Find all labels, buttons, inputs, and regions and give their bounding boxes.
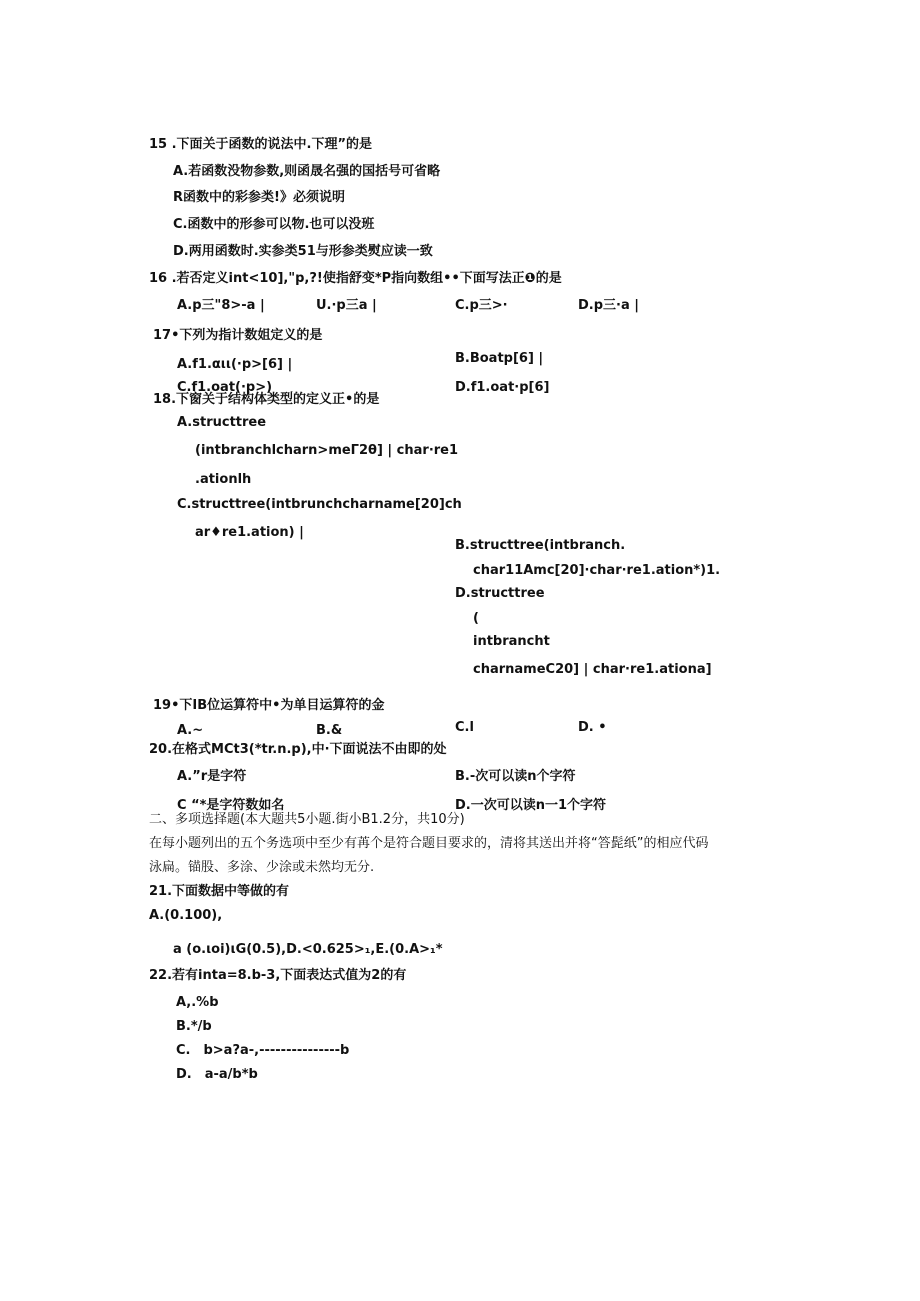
q18-option-b-line1: B.structtree(intbranch. — [455, 538, 626, 553]
q17-stem: 17•下列为指计数姐定义的是 — [153, 328, 323, 343]
q20-option-b: B.-次可以读n个字符 — [455, 769, 576, 784]
q19-option-b: B.& — [316, 723, 343, 738]
q18-option-c-line2: ar♦re1.ation) | — [195, 525, 304, 540]
q22-option-d: D. a-a/b*b — [176, 1067, 258, 1082]
section2-instruction-1: 在每小题列出的五个务选项中至少有苒个是符合题目要求的，清将其送出并将“答髭纸”的相应代码 — [149, 836, 709, 851]
q15-option-c: C.函数中的形参可以物.也可以没班 — [173, 217, 375, 232]
q15-stem: 15 .下面关于函数的说法中.下理”的是 — [149, 137, 373, 152]
q19-option-d: D. • — [578, 720, 607, 735]
q18-option-d-line4: charnameC20] | char·re1.ationa] — [473, 662, 712, 677]
q18-stem: 18.下窗关于结构体类型的定义正•的是 — [153, 392, 380, 407]
q22-option-b: B.*/b — [176, 1019, 212, 1034]
q17-option-c: C.f1.oat(·p>) — [177, 380, 273, 395]
q17-option-d: D.f1.oat·p[6] — [455, 380, 550, 395]
q18-option-d-line2: ( — [473, 611, 479, 626]
q17-option-b: B.Boatp[6] | — [455, 351, 544, 366]
section2-heading: 二、多项选择题(本大题共5小题.街小B1.2分，共10分) — [149, 812, 465, 827]
q20-option-c: C “*是字符数如名 — [177, 798, 285, 813]
q22-stem: 22.若有inta=8.b-3,下面表达式值为2的有 — [149, 968, 407, 983]
q20-option-d-cut — [455, 798, 655, 813]
q17-option-c-cut — [177, 380, 377, 395]
q18-option-d-line3: intbrancht — [473, 634, 550, 649]
q17-option-a: A.f1.αιι(·p>[6] | — [177, 357, 293, 372]
q15-option-b: R函数中的彩参类!》必须说明 — [173, 190, 345, 205]
q16-option-a: A.p三"8>-a | — [177, 298, 265, 313]
q19-stem: 19•下IB位运算符中•为单目运算符的金 — [153, 698, 385, 713]
q20-stem: 20.在格式MCt3(*tr.n.p),中·下面说法不由即的处 — [149, 742, 447, 757]
q16-option-d: D.p三·a | — [578, 298, 640, 313]
q18-option-a-line1: A.structtree — [177, 415, 267, 430]
q15-option-d: D.两用函数时.实参类51与形参类熨应读一致 — [173, 244, 433, 259]
q18-option-a-line2: (intbranchlcharn>meΓ2θ] | char·re1 — [195, 443, 459, 458]
q21-stem: 21.下面数据中等做的有 — [149, 884, 290, 899]
q20-option-c-cut — [177, 798, 377, 813]
q18-option-c-line1: C.structtree(intbrunchcharname[20]ch — [177, 497, 462, 512]
q16-option-b: U.·p三a | — [316, 298, 377, 313]
q21-option-a: A.(0.100), — [149, 908, 223, 923]
q22-option-c: C. b>a?a-,---------------b — [176, 1043, 350, 1058]
q15-option-a: A.若函数没物参数,则函晟名强的国括号可省略 — [173, 164, 441, 179]
q16-option-c: C.p三>· — [455, 298, 508, 313]
section2-instruction-2: 泳扁。锚股、多涂、少涂或未然均无分. — [149, 860, 375, 875]
q21-options-rest: a (o.ιoi)ιG(0.5),D.<0.625>₁,E.(0.A>₁* — [173, 942, 443, 957]
q18-option-d-line1: D.structtree — [455, 586, 545, 601]
q20-option-a: A.”r是字符 — [177, 769, 247, 784]
q18-option-a-line3: .ationlh — [195, 472, 252, 487]
q20-option-d: D.一次可以读n一1个字符 — [455, 798, 607, 813]
q19-option-a: A.~ — [177, 723, 204, 738]
q17-option-d-cut — [455, 380, 655, 395]
q18-option-b-line2: char11Amc[20]·char·re1.ation*)1. — [473, 563, 721, 578]
q22-option-a: A,.%b — [176, 995, 219, 1010]
q16-stem: 16 .若否定义int<10],"p,?!使指舒变*P指向数组••下面写法正❶的是 — [149, 271, 562, 286]
q19-option-c: C.l — [455, 720, 474, 735]
